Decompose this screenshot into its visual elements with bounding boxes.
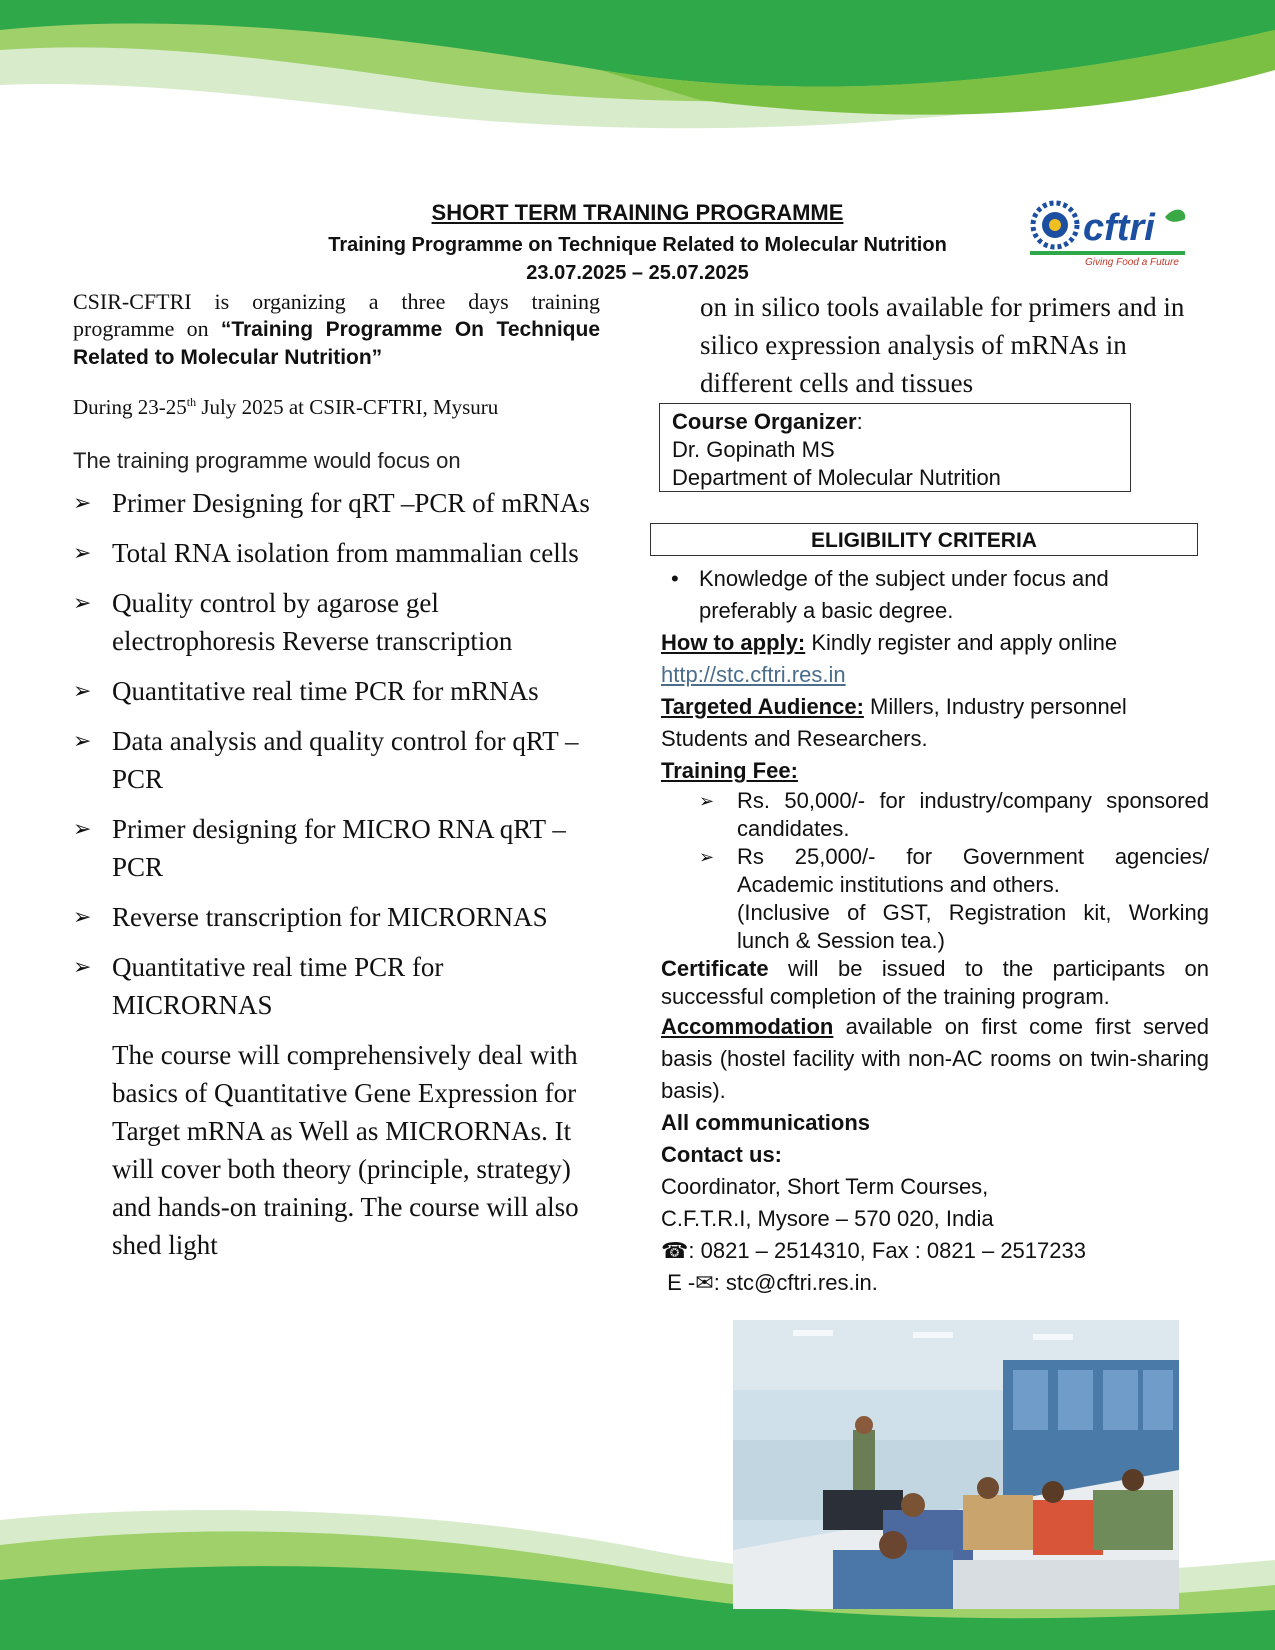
organizer-heading: Course Organizer:: [672, 409, 863, 434]
accommodation-text: available on first come first served basis (hostel facility with non-AC rooms on twin-sharing basis).: [661, 1014, 1209, 1103]
organizer-department: Department of Molecular Nutrition: [672, 465, 1001, 490]
course-description: The course will comprehensively deal with basics of Quantitative Gene Expression for Target mRNA as Well as MICRORNAs. It will cover both theory (principle, strategy) and hands-on training. The course will also shed light: [112, 1040, 579, 1260]
arrow-bullet-icon: ➢: [699, 791, 715, 811]
intro-paragraph: [73, 288, 600, 371]
list-item: [73, 672, 600, 710]
topic-text: Quality control by agarose gel electrophoresis Reverse transcription: [112, 588, 513, 656]
topic-text: Reverse transcription for MICRORNAS: [112, 902, 548, 932]
organizer-label: Course Organizer: [672, 409, 857, 434]
arrow-bullet-icon: ➢: [699, 847, 715, 867]
fee-item: [661, 787, 1209, 843]
contact-label: Contact us:: [661, 1142, 782, 1167]
contact-heading: [661, 1139, 1209, 1171]
contact-line-2: C.F.T.R.I, Mysore – 570 020, India: [661, 1206, 994, 1231]
accommodation-label: Accommodation: [661, 1014, 834, 1039]
top-green-wave: [0, 0, 1275, 140]
venue-text-start: During 23-25: [73, 395, 187, 419]
list-item: [73, 722, 600, 798]
fee-text: Rs 25,000/- for Government agencies/ Academic institutions and others.: [737, 844, 1209, 897]
envelope-icon: ✉: [695, 1270, 714, 1295]
certificate-text: will be issued to the participants on successful completion of the training program.: [661, 956, 1209, 1009]
apply-link[interactable]: http://stc.cftri.res.in: [661, 662, 846, 687]
csir-emblem-icon: [1033, 203, 1077, 247]
how-to-apply-text: Kindly register and apply online: [805, 630, 1118, 655]
venue-superscript: th: [186, 395, 197, 409]
email-prefix: E -: [667, 1270, 696, 1295]
cftri-logo: [1025, 195, 1190, 270]
arrow-bullet-icon: ➢: [73, 904, 92, 929]
fee-item: [661, 843, 1209, 899]
training-fee-heading: [661, 755, 1209, 787]
fee-label: Training Fee:: [661, 758, 798, 783]
topic-list: [73, 484, 600, 1024]
contact-email: [661, 1267, 1209, 1299]
page-title: SHORT TERM TRAINING PROGRAMME: [431, 200, 844, 225]
phone-text: : 0821 – 2514310, Fax : 0821 – 2517233: [688, 1238, 1086, 1263]
venue-text-end: July 2025 at CSIR-CFTRI, Mysuru: [196, 395, 499, 419]
contact-phone: [661, 1235, 1209, 1267]
description-continuation: on in silico tools available for primers and in silico expression analysis of mRNAs in different cells and tissues: [700, 292, 1185, 398]
contact-line-1: Coordinator, Short Term Courses,: [661, 1174, 989, 1199]
phone-icon: ☎: [661, 1238, 689, 1263]
arrow-bullet-icon: ➢: [73, 540, 92, 565]
audience-label: Targeted Audience:: [661, 694, 864, 719]
arrow-bullet-icon: ➢: [73, 590, 92, 615]
right-column-top: [660, 288, 1205, 402]
communications-heading: [661, 1107, 1209, 1139]
intro-text: CSIR-CFTRI is organizing a three days training programme on: [73, 289, 600, 341]
arrow-bullet-icon: ➢: [73, 816, 92, 841]
accommodation-info: [661, 1011, 1209, 1107]
arrow-bullet-icon: ➢: [73, 678, 92, 703]
arrow-bullet-icon: ➢: [73, 954, 92, 979]
arrow-bullet-icon: ➢: [73, 728, 92, 753]
logo-wordmark: cftri: [1083, 207, 1155, 249]
topic-text: Primer designing for MICRO RNA qRT –PCR: [112, 814, 566, 882]
classroom-photo: [733, 1320, 1179, 1609]
eligibility-heading: ELIGIBILITY CRITERIA: [650, 523, 1198, 556]
how-to-apply-label: How to apply:: [661, 630, 806, 655]
course-organizer-box: [659, 403, 1131, 492]
topic-text: Total RNA isolation from mammalian cells: [112, 538, 579, 568]
list-item: [73, 948, 600, 1024]
topic-text: Quantitative real time PCR for mRNAs: [112, 676, 539, 706]
intro-programme-name: “Training Programme On Technique Related to Molecular Nutrition”: [73, 318, 600, 369]
list-item: [73, 584, 600, 660]
apply-url-row: [661, 659, 1209, 691]
fee-note: (Inclusive of GST, Registration kit, Working lunch & Session tea.): [737, 900, 1209, 953]
certificate-info: [661, 955, 1209, 1011]
audience-text: Millers, Industry personnel Students and Researchers.: [661, 694, 1127, 751]
programme-dates: 23.07.2025 – 25.07.2025: [526, 262, 749, 284]
arrow-bullet-icon: ➢: [73, 490, 92, 515]
list-item: [73, 898, 600, 936]
targeted-audience: [661, 691, 1209, 755]
list-item: [73, 810, 600, 886]
eligibility-item: [661, 563, 1209, 627]
how-to-apply: [661, 627, 1209, 659]
eligibility-text: Knowledge of the subject under focus and preferably a basic degree.: [699, 566, 1109, 623]
bullet-dot-icon: •: [671, 566, 679, 591]
focus-heading: The training programme would focus on: [73, 448, 461, 473]
topic-text: Primer Designing for qRT –PCR of mRNAs: [112, 488, 590, 518]
list-item: [73, 534, 600, 572]
right-column-details: [661, 563, 1209, 1299]
list-item: [73, 484, 600, 522]
left-column: [73, 288, 600, 1264]
fee-text: Rs. 50,000/- for industry/company sponsored candidates.: [737, 788, 1209, 841]
topic-text: Data analysis and quality control for qRT –PCR: [112, 726, 579, 794]
programme-venue: [73, 395, 600, 420]
topic-text: Quantitative real time PCR for MICRORNAS: [112, 952, 444, 1020]
organizer-name: Dr. Gopinath MS: [672, 437, 835, 462]
programme-subtitle: Training Programme on Technique Related to Molecular Nutrition: [328, 234, 947, 256]
certificate-label: Certificate: [661, 956, 769, 981]
logo-tagline: Giving Food a Future: [1085, 257, 1179, 268]
email-text: : stc@cftri.res.in.: [713, 1270, 878, 1295]
communications-text: All communications: [661, 1110, 871, 1135]
